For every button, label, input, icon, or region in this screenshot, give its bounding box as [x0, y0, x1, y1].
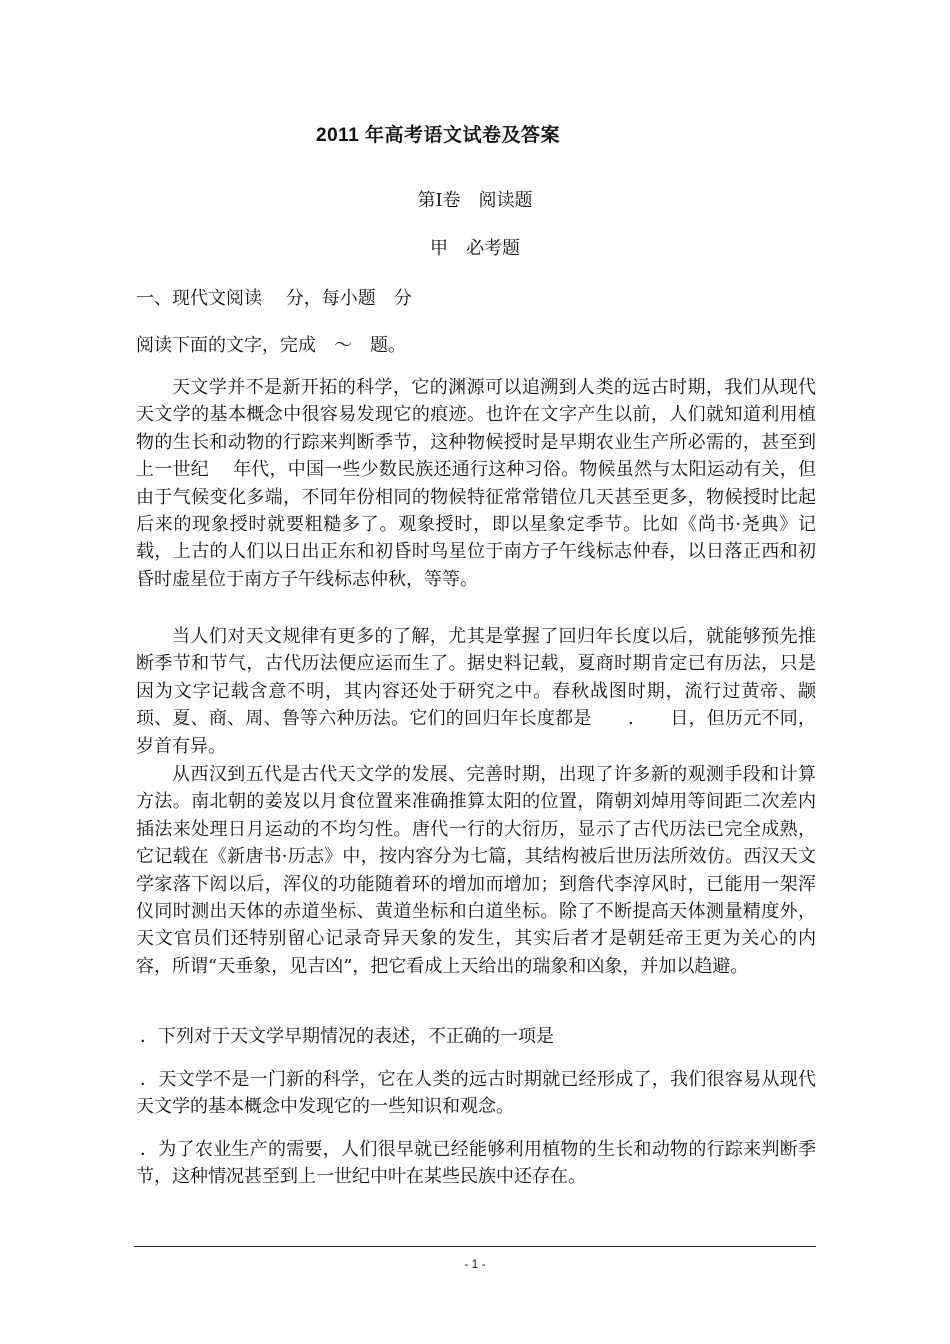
- volume-heading: 第Ⅰ卷 阅读题: [417, 190, 533, 211]
- page-number: - 1 -: [464, 1257, 486, 1271]
- footer-divider: [134, 1246, 816, 1247]
- passage-paragraph-3: 从西汉到五代是古代天文学的发展、完善时期，出现了许多新的观测手段和计算方法。南北朝的姜岌以月食位置来准确推算太阳的位置，隋朝刘焯用等间距二次差内插法来处理日月运动的不均匀性。唐代一行的大衍历，显示了古代历法已完全成熟，它记载在《新唐书·历志》中，按内容分为七篇，其结构被后世历法所效仿。西汉天文学家落下闳以后，浑仪的功能随着环的增加而增加；到詹代李淳风时，已能用一架浑仪同时测出天体的赤道坐标、黄道坐标和白道坐标。除了不断提高天体测量精度外，天文官员们还特别留心记录奇异天象的发生，其实后者才是朝廷帝王更为关心的内容，所谓“天垂象，见吉凶”，把它看成上天给出的瑞象和凶象，并加以趋避。: [136, 764, 816, 977]
- question-stem: ．下列对于天文学早期情况的表述，不正确的一项是: [140, 1026, 554, 1047]
- reading-instruction: 阅读下面的文字，完成 ～ 题。: [136, 335, 406, 356]
- answer-option: ．天文学不是一门新的科学，它在人类的远古时期就已经形成了，我们很容易从现代天文学的基本概念中发现它的一些知识和观念。: [136, 1069, 816, 1118]
- part-heading: 一、现代文阅读 分，每小题 分: [136, 288, 412, 309]
- passage-paragraph-1: 天文学并不是新开拓的科学，它的渊源可以追溯到人类的远古时期，我们从现代天文学的基本概念中很容易发现它的痕迹。也许在文字产生以前，人们就知道利用植物的生长和动物的行踪来判断季节，这种物候授时是早期农业生产所必需的，甚至到上一世纪 年代，中国一些少数民族还通行这种习俗。物候虽然与太阳运动有关，但由于气候变化多端，不同年份相同的物候特征常常错位几天甚至更多，物候授时比起后来的现象授时就要粗糙多了。观象授时，即以星象定季节。比如《尚书·尧典》记载，上古的人们以日出正东和初昏时鸟星位于南方子午线标志仲春，以日落正西和初昏时虚星位于南方子午线标志仲秋，等等。: [136, 377, 816, 590]
- section-heading: 甲 必考题: [430, 238, 520, 259]
- answer-option: ．为了农业生产的需要，人们很早就已经能够利用植物的生长和动物的行踪来判断季节，这种情况甚至到上一世纪中叶在某些民族中还存在。: [136, 1139, 816, 1188]
- document-title: 2011 年高考语文试卷及答案: [316, 125, 560, 146]
- passage-paragraph-2: 当人们对天文规律有更多的了解，尤其是掌握了回归年长度以后，就能够预先推断季节和节气，古代历法便应运而生了。据史料记载，夏商时期肯定已有历法，只是因为文字记载含意不明，其内容还处于研究之中。春秋战图时期，流行过黄帝、颛顼、夏、商、周、鲁等六种历法。它们的回归年长度都是 . 日，但历元不同，岁首有异。: [136, 626, 816, 757]
